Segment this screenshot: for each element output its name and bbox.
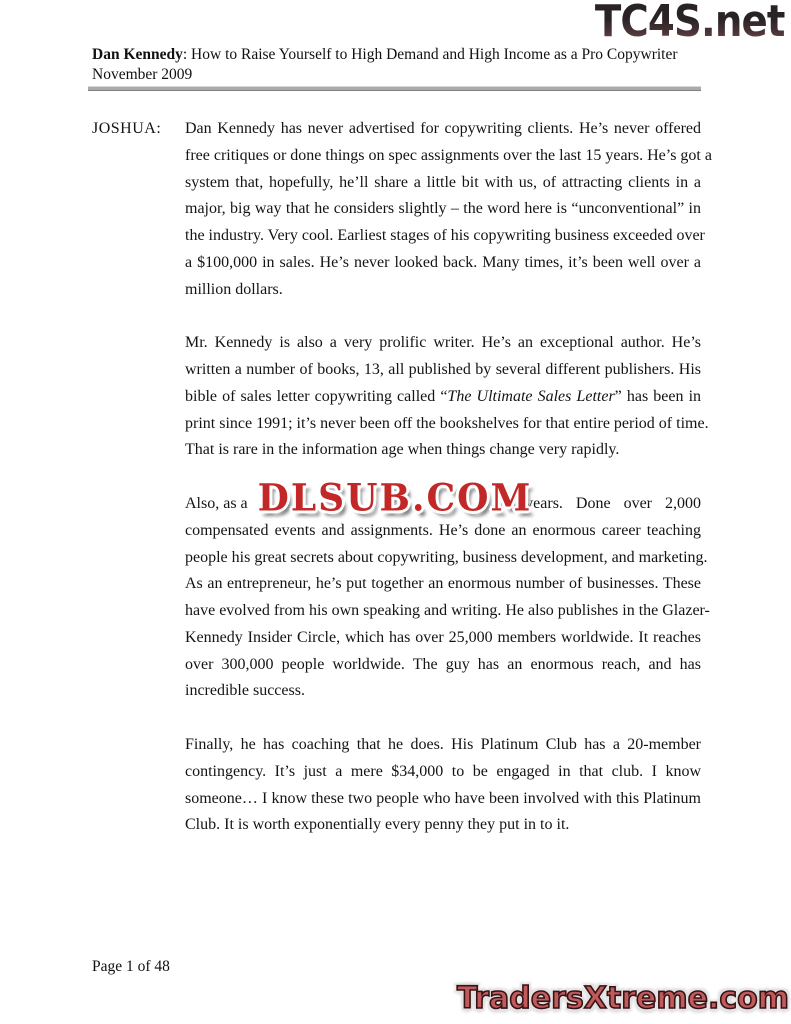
transcript-paragraph xyxy=(92,732,701,839)
tc4s-watermark-logo: TC4S.net xyxy=(595,0,785,47)
paragraph-line xyxy=(185,384,701,411)
paragraph-line: written a number of books, 13, all published by several different publishers. His xyxy=(185,361,701,378)
document-header xyxy=(92,45,707,85)
paragraph-lines xyxy=(185,330,709,464)
paragraph-line: have evolved from his own speaking and writing. He also publishes in the Glazer- xyxy=(185,602,710,619)
paragraph-line: incredible success. xyxy=(185,682,305,700)
speaker-label xyxy=(92,491,185,705)
paragraph-line: over 300,000 people worldwide. The guy has an enormous reach, and has xyxy=(185,655,701,673)
paragraph-line: compensated events and assignments. He’s done an enormous career teaching xyxy=(185,521,701,539)
paragraph-line: someone… I know these two people who have been involved with this Platinum xyxy=(185,789,701,807)
italic-book-title: The Ultimate Sales Letter xyxy=(447,387,615,405)
line-left-fragment: Also, as a xyxy=(185,495,248,512)
speaker-label xyxy=(92,330,185,464)
paragraph-lines xyxy=(185,475,710,705)
paragraph-line: Dan Kennedy has never advertised for copywriting clients. He’s never offered xyxy=(185,120,701,137)
speaker-name-bold: Dan Kennedy xyxy=(92,46,183,63)
paragraph-line: people his great secrets about copywriting, business development, and marketing. xyxy=(185,548,708,566)
tradersxtreme-watermark-logo: TradersXtreme.com xyxy=(457,981,789,1016)
paragraph-line xyxy=(185,475,701,520)
transcript-paragraph xyxy=(92,475,710,705)
line-segment: ” has been in xyxy=(614,387,702,405)
speaker-label xyxy=(92,732,185,839)
document-date: November 2009 xyxy=(92,66,193,83)
paragraph-line: million dollars. xyxy=(185,280,283,298)
paragraph-line: Club. It is worth exponentially every penny they put in to it. xyxy=(185,816,570,834)
paragraph-line: Kennedy Insider Circle, which has over 25,000 members worldwide. It reaches xyxy=(185,628,701,646)
paragraph-lines xyxy=(185,116,712,303)
title-text: : How to Raise Yourself to High Demand and High Income as a Pro Copywriter xyxy=(182,46,678,63)
line-right-fragment: years. Done over 2,000 xyxy=(525,495,701,512)
paragraph-line: a $100,000 in sales. He’s never looked back. Many times, it’s been well over a xyxy=(185,253,701,271)
speaker-label: JOSHUA: xyxy=(92,120,162,137)
paragraph-line: the industry. Very cool. Earliest stages of his copywriting business exceeded over xyxy=(185,227,705,244)
dlsub-watermark: DLSUB.COM xyxy=(257,475,533,520)
paragraph-line: major, big way that he considers slightly – the word here is “unconventional” in xyxy=(185,200,701,218)
transcript-paragraph xyxy=(92,330,709,464)
line-segment: bible of sales letter copywriting called “ xyxy=(185,387,448,405)
paragraph-line: Finally, he has coaching that he does. His Platinum Club has a 20-member xyxy=(185,736,701,753)
paragraph-line: contingency. It’s just a mere $34,000 to be engaged in that club. I know xyxy=(185,762,701,780)
page-number: Page 1 of 48 xyxy=(92,958,170,975)
document-title-line xyxy=(92,45,707,65)
paragraph-line: free critiques or done things on spec assignments over the last 15 years. He’s got a xyxy=(185,146,712,164)
paragraph-line: Mr. Kennedy is also a very prolific writer. He’s an exceptional author. He’s xyxy=(185,334,701,352)
paragraph-line: As an entrepreneur, he’s put together an enormous number of businesses. These xyxy=(185,575,701,593)
transcript-body xyxy=(92,116,712,866)
paragraph-line: print since 1991; it’s never been off the bookshelves for that entire period of time. xyxy=(185,414,709,432)
paragraph-lines xyxy=(185,732,701,839)
transcript-paragraph xyxy=(92,116,712,303)
header-divider-rule xyxy=(88,86,701,91)
paragraph-line: system that, hopefully, he’ll share a little bit with us, of attracting clients in a xyxy=(185,173,701,191)
paragraph-line: That is rare in the information age when things change very rapidly. xyxy=(185,441,620,459)
